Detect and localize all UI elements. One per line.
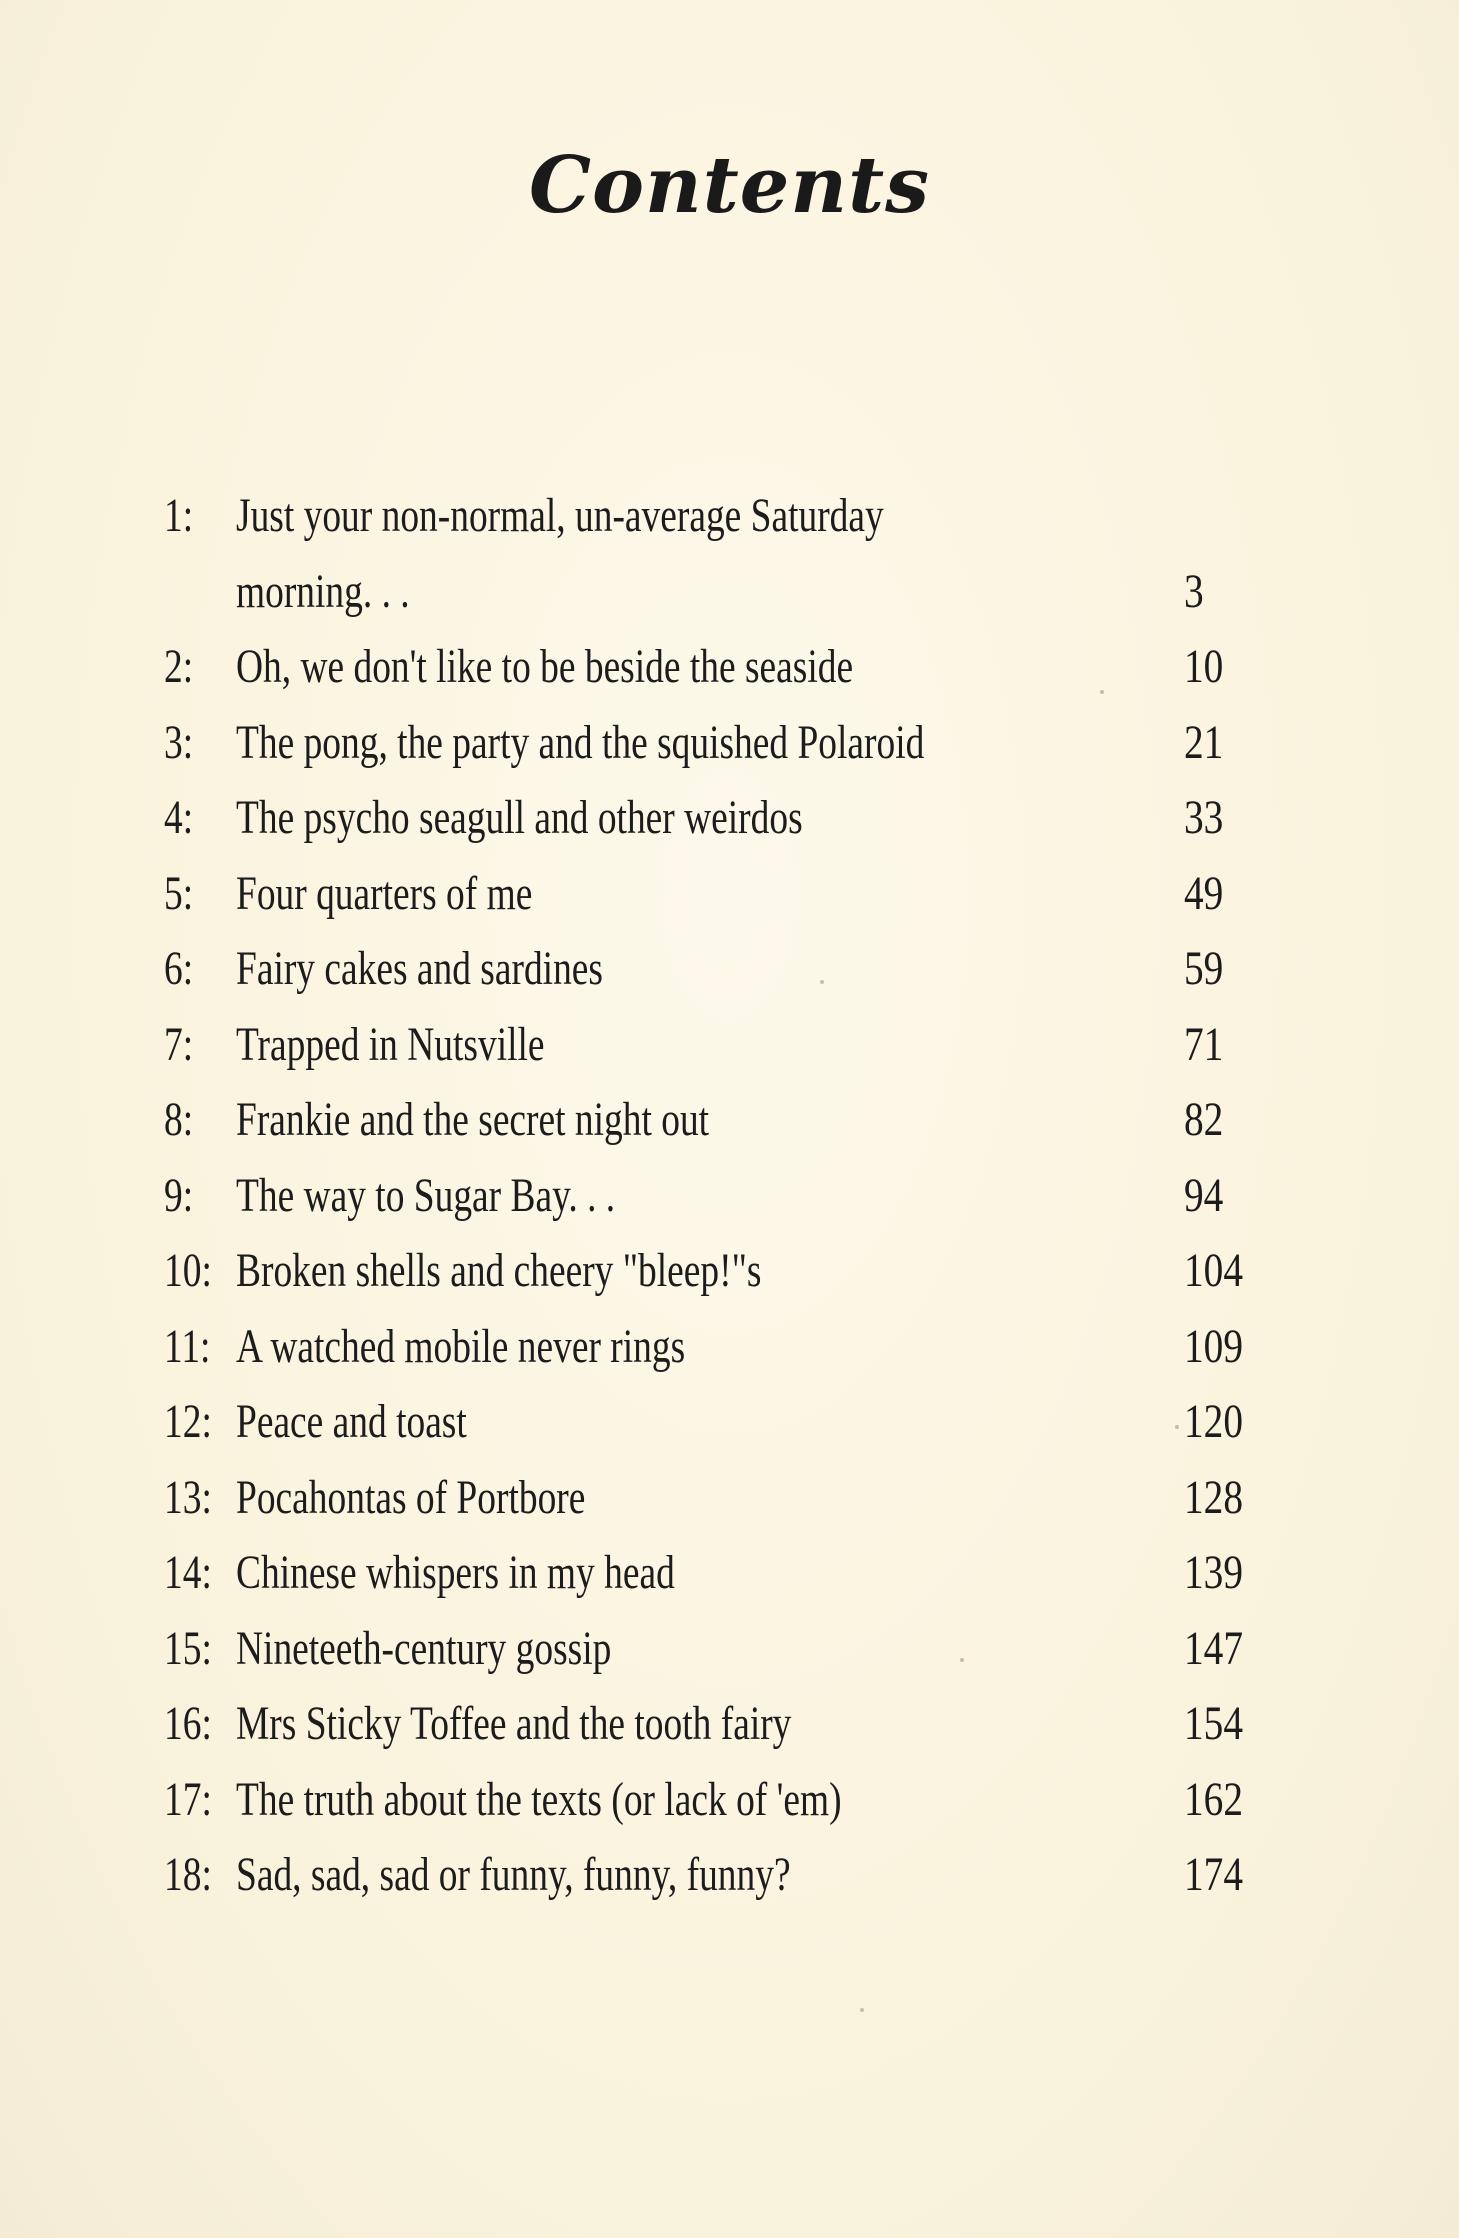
toc-entry-12	[164, 1384, 1284, 1460]
toc-entry-16	[164, 1686, 1284, 1762]
toc-entry-10	[164, 1233, 1284, 1309]
chapter-title: The psycho seagull and other weirdos	[236, 791, 803, 844]
page-number: 49	[1184, 866, 1224, 920]
toc-entry-6	[164, 931, 1284, 1007]
page-number: 21	[1184, 715, 1224, 769]
chapter-number: 18:	[164, 1848, 212, 1901]
chapter-number: 17:	[164, 1772, 212, 1826]
chapter-title: The pong, the party and the squished Polaroid	[236, 715, 925, 769]
chapter-title: Fairy cakes and sardines	[236, 942, 604, 995]
chapter-number: 1:	[164, 489, 194, 542]
chapter-number: 5:	[164, 866, 194, 920]
paper-speck	[860, 2008, 864, 2012]
toc-entry-1	[164, 478, 1284, 629]
page-number: 162	[1184, 1772, 1244, 1826]
toc-entry-5	[164, 856, 1284, 932]
chapter-title: Chinese whispers in my head	[236, 1546, 675, 1599]
page-number: 139	[1184, 1546, 1244, 1599]
chapter-title: Mrs Sticky Toffee and the tooth fairy	[236, 1697, 792, 1750]
toc-entry-7	[164, 1007, 1284, 1083]
paper-speck	[820, 980, 824, 984]
page-number: 174	[1184, 1848, 1244, 1901]
page-number: 128	[1184, 1470, 1244, 1524]
chapter-title: Broken shells and cheery "bleep!"s	[236, 1244, 762, 1297]
chapter-number: 4:	[164, 791, 194, 844]
table-of-contents	[164, 478, 1284, 1913]
page-number: 154	[1184, 1697, 1244, 1750]
toc-entry-13	[164, 1460, 1284, 1536]
chapter-number: 12:	[164, 1395, 212, 1448]
chapter-number: 8:	[164, 1093, 194, 1146]
chapter-title: Four quarters of me	[236, 866, 533, 920]
chapter-number: 16:	[164, 1697, 212, 1750]
chapter-number: 10:	[164, 1244, 212, 1297]
chapter-title: Oh, we don't like to be beside the seaside	[236, 640, 854, 693]
toc-entry-3	[164, 705, 1284, 781]
page-number: 59	[1184, 942, 1224, 995]
toc-entry-15	[164, 1611, 1284, 1687]
chapter-number: 13:	[164, 1470, 212, 1524]
page-number: 94	[1184, 1168, 1224, 1222]
page-number: 120	[1184, 1395, 1244, 1448]
chapter-number: 9:	[164, 1168, 194, 1222]
page-number: 71	[1184, 1017, 1224, 1071]
chapter-number: 14:	[164, 1546, 212, 1599]
toc-entry-4	[164, 780, 1284, 856]
page-number: 109	[1184, 1319, 1244, 1373]
toc-entry-2	[164, 629, 1284, 705]
page-number: 3	[1184, 564, 1204, 618]
chapter-number: 2:	[164, 640, 194, 693]
toc-entry-18	[164, 1837, 1284, 1913]
chapter-title: Peace and toast	[236, 1395, 467, 1448]
page-number: 82	[1184, 1093, 1224, 1146]
toc-entry-8	[164, 1082, 1284, 1158]
chapter-title: Pocahontas of Portbore	[236, 1470, 586, 1524]
chapter-title: The truth about the texts (or lack of 'em)	[236, 1772, 842, 1826]
page-title: Contents	[528, 140, 931, 231]
page-number: 104	[1184, 1244, 1244, 1297]
page-number: 10	[1184, 640, 1224, 693]
toc-entry-11	[164, 1309, 1284, 1385]
chapter-title: A watched mobile never rings	[236, 1319, 686, 1373]
chapter-number: 11:	[164, 1319, 211, 1373]
chapter-title: Frankie and the secret night out	[236, 1093, 710, 1146]
paper-speck	[1100, 690, 1104, 694]
paper-speck	[1175, 1425, 1179, 1429]
chapter-title: Nineteeth-century gossip	[236, 1621, 612, 1675]
chapter-title: Sad, sad, sad or funny, funny, funny?	[236, 1848, 791, 1901]
chapter-number: 6:	[164, 942, 194, 995]
toc-entry-9	[164, 1158, 1284, 1234]
chapter-title: The way to Sugar Bay. . .	[236, 1168, 616, 1222]
toc-entry-14	[164, 1535, 1284, 1611]
chapter-number: 3:	[164, 715, 194, 769]
chapter-title: Just your non-normal, un-average Saturday morning. . .	[236, 489, 884, 618]
chapter-number: 7:	[164, 1017, 194, 1071]
page-number: 33	[1184, 791, 1224, 844]
page-number: 147	[1184, 1621, 1244, 1675]
chapter-number: 15:	[164, 1621, 212, 1675]
paper-speck	[960, 1658, 964, 1662]
chapter-title: Trapped in Nutsville	[236, 1017, 545, 1071]
toc-entry-17	[164, 1762, 1284, 1838]
